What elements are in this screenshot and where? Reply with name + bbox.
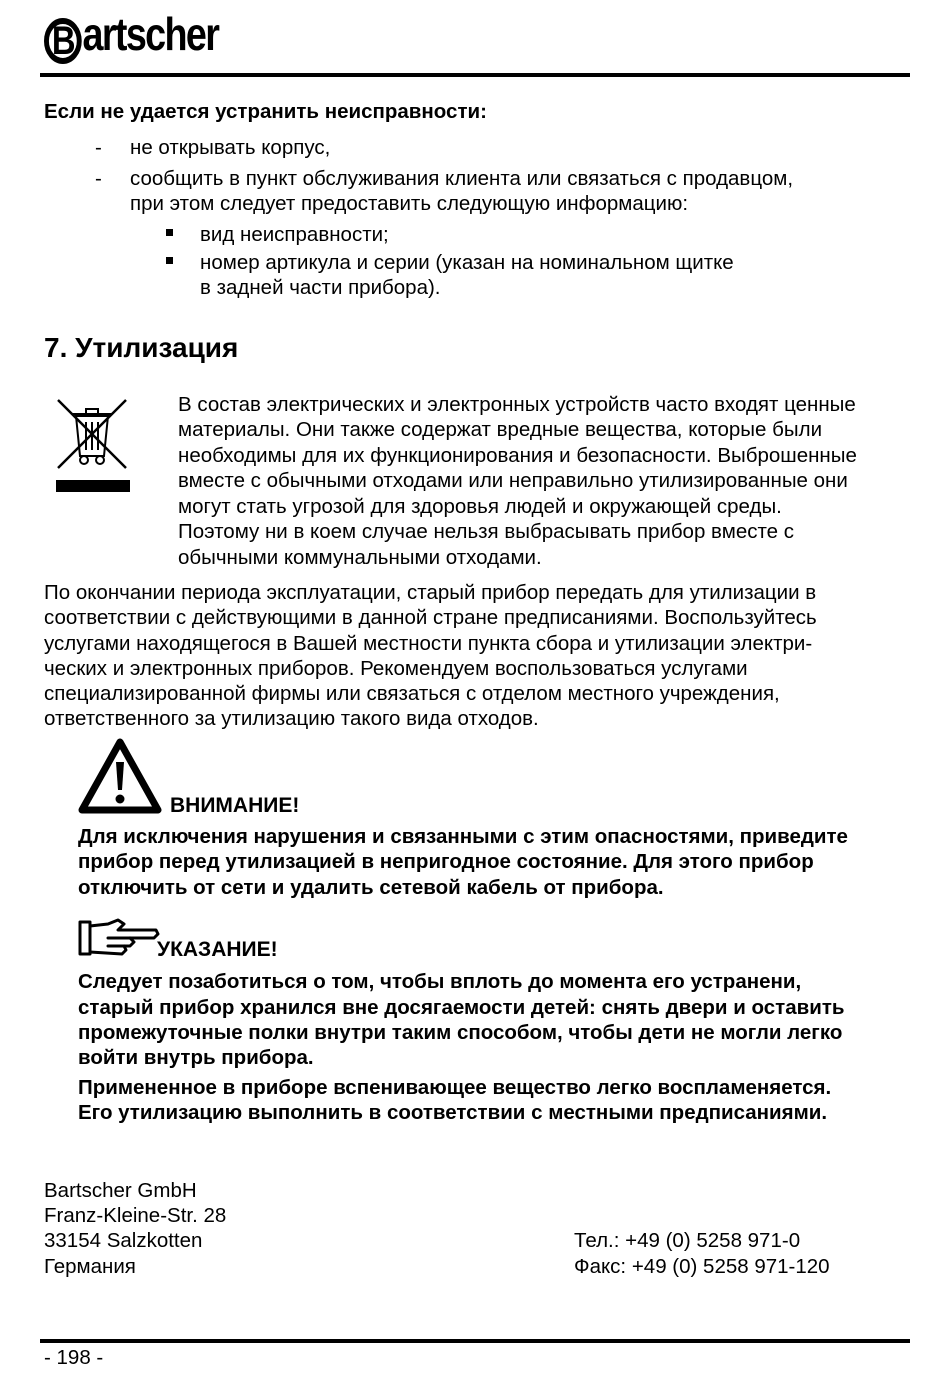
weee-text-line: обычными коммунальными отходами. — [178, 546, 542, 569]
sub-list-item: вид неисправности; — [200, 223, 389, 246]
weee-text-line: материалы. Они также содержат вредные вещества, которые были — [178, 418, 823, 441]
logo-letter: B — [44, 18, 82, 64]
troubleshooting-heading: Если не удается устранить неисправности: — [44, 100, 487, 123]
square-bullet — [166, 229, 173, 236]
weee-text-line: Поэтому ни в коем случае нельзя выбрасывать прибор вместе с — [178, 520, 794, 543]
weee-text-line: вместе с обычными отходами или неправильно утилизированные они — [178, 469, 848, 492]
weee-text-line: необходимы для их функционирования и безопасности. Выброшенные — [178, 444, 857, 467]
section-title: 7. Утилизация — [44, 332, 239, 363]
dash-bullet: - — [95, 167, 102, 190]
list-item-continuation: при этом следует предоставить следующую информацию: — [130, 192, 689, 215]
disposal-text-line: специализированной фирмы или связаться с отделом местного учреждения, — [44, 682, 780, 705]
square-bullet — [166, 257, 173, 264]
sub-list-item: номер артикула и серии (указан на номинальном щитке — [200, 251, 734, 274]
crossed-out-bin-icon — [52, 394, 132, 496]
warning-text-line: отключить от сети и удалить сетевой кабель от прибора. — [78, 876, 664, 899]
company-country: Германия — [44, 1255, 136, 1278]
warning-text-line: Для исключения нарушения и связанными с этим опасностями, приведите — [78, 825, 848, 848]
note-text-line: Следует позаботиться о том, чтобы вплоть до момента его устранени, — [78, 970, 802, 993]
warning-text-line: прибор перед утилизацией в непригодное состояние. Для этого прибор — [78, 850, 814, 873]
weee-text-line: В состав электрических и электронных устройств часто входят ценные — [178, 393, 856, 416]
header-rule — [40, 73, 910, 77]
pointing-hand-icon — [78, 918, 160, 960]
company-phone: Тел.: +49 (0) 5258 971-0 — [574, 1229, 801, 1252]
weee-text-line: могут стать угрозой для здоровья людей и окружающей среды. — [178, 495, 782, 518]
bartscher-logo — [44, 4, 218, 64]
disposal-text-line: соответствии с действующими в данной стране предписаниями. Воспользуйтесь — [44, 606, 817, 629]
list-item: не открывать корпус, — [130, 136, 331, 159]
sub-list-item-continuation: в задней части прибора). — [200, 276, 441, 299]
warning-label: ВНИМАНИЕ! — [170, 794, 300, 817]
note-text-line: войти внутрь прибора. — [78, 1046, 314, 1069]
company-fax: Факс: +49 (0) 5258 971-120 — [574, 1255, 830, 1278]
page-number: - 198 - — [44, 1346, 104, 1369]
note-text-line: Примененное в приборе вспенивающее вещество легко воспламеняется. — [78, 1076, 832, 1099]
note-label: УКАЗАНИЕ! — [157, 938, 278, 961]
logo-text: artscher — [82, 8, 219, 60]
disposal-text-line: ческих и электронных приборов. Рекомендуем воспользоваться услугами — [44, 657, 748, 680]
disposal-text-line: услугами находящегося в Вашей местности пункта сбора и утилизации электри- — [44, 632, 813, 655]
company-street: Franz-Kleine-Str. 28 — [44, 1204, 227, 1227]
disposal-text-line: По окончании периода эксплуатации, старый прибор передать для утилизации в — [44, 581, 817, 604]
company-name: Bartscher GmbH — [44, 1179, 197, 1202]
company-city: 33154 Salzkotten — [44, 1229, 203, 1252]
warning-triangle-icon — [78, 738, 162, 816]
disposal-text-line: ответственного за утилизацию такого вида отходов. — [44, 707, 539, 730]
note-text-line: Его утилизацию выполнить в соответствии с местными предписаниями. — [78, 1101, 828, 1124]
note-text-line: старый прибор хранился вне досягаемости детей: снять двери и оставить — [78, 996, 845, 1019]
note-text-line: промежуточные полки внутри таким способом, чтобы дети не могли легко — [78, 1021, 843, 1044]
list-item: сообщить в пункт обслуживания клиента или связаться с продавцом, — [130, 167, 794, 190]
dash-bullet: - — [95, 136, 102, 159]
footer-rule — [40, 1339, 910, 1343]
